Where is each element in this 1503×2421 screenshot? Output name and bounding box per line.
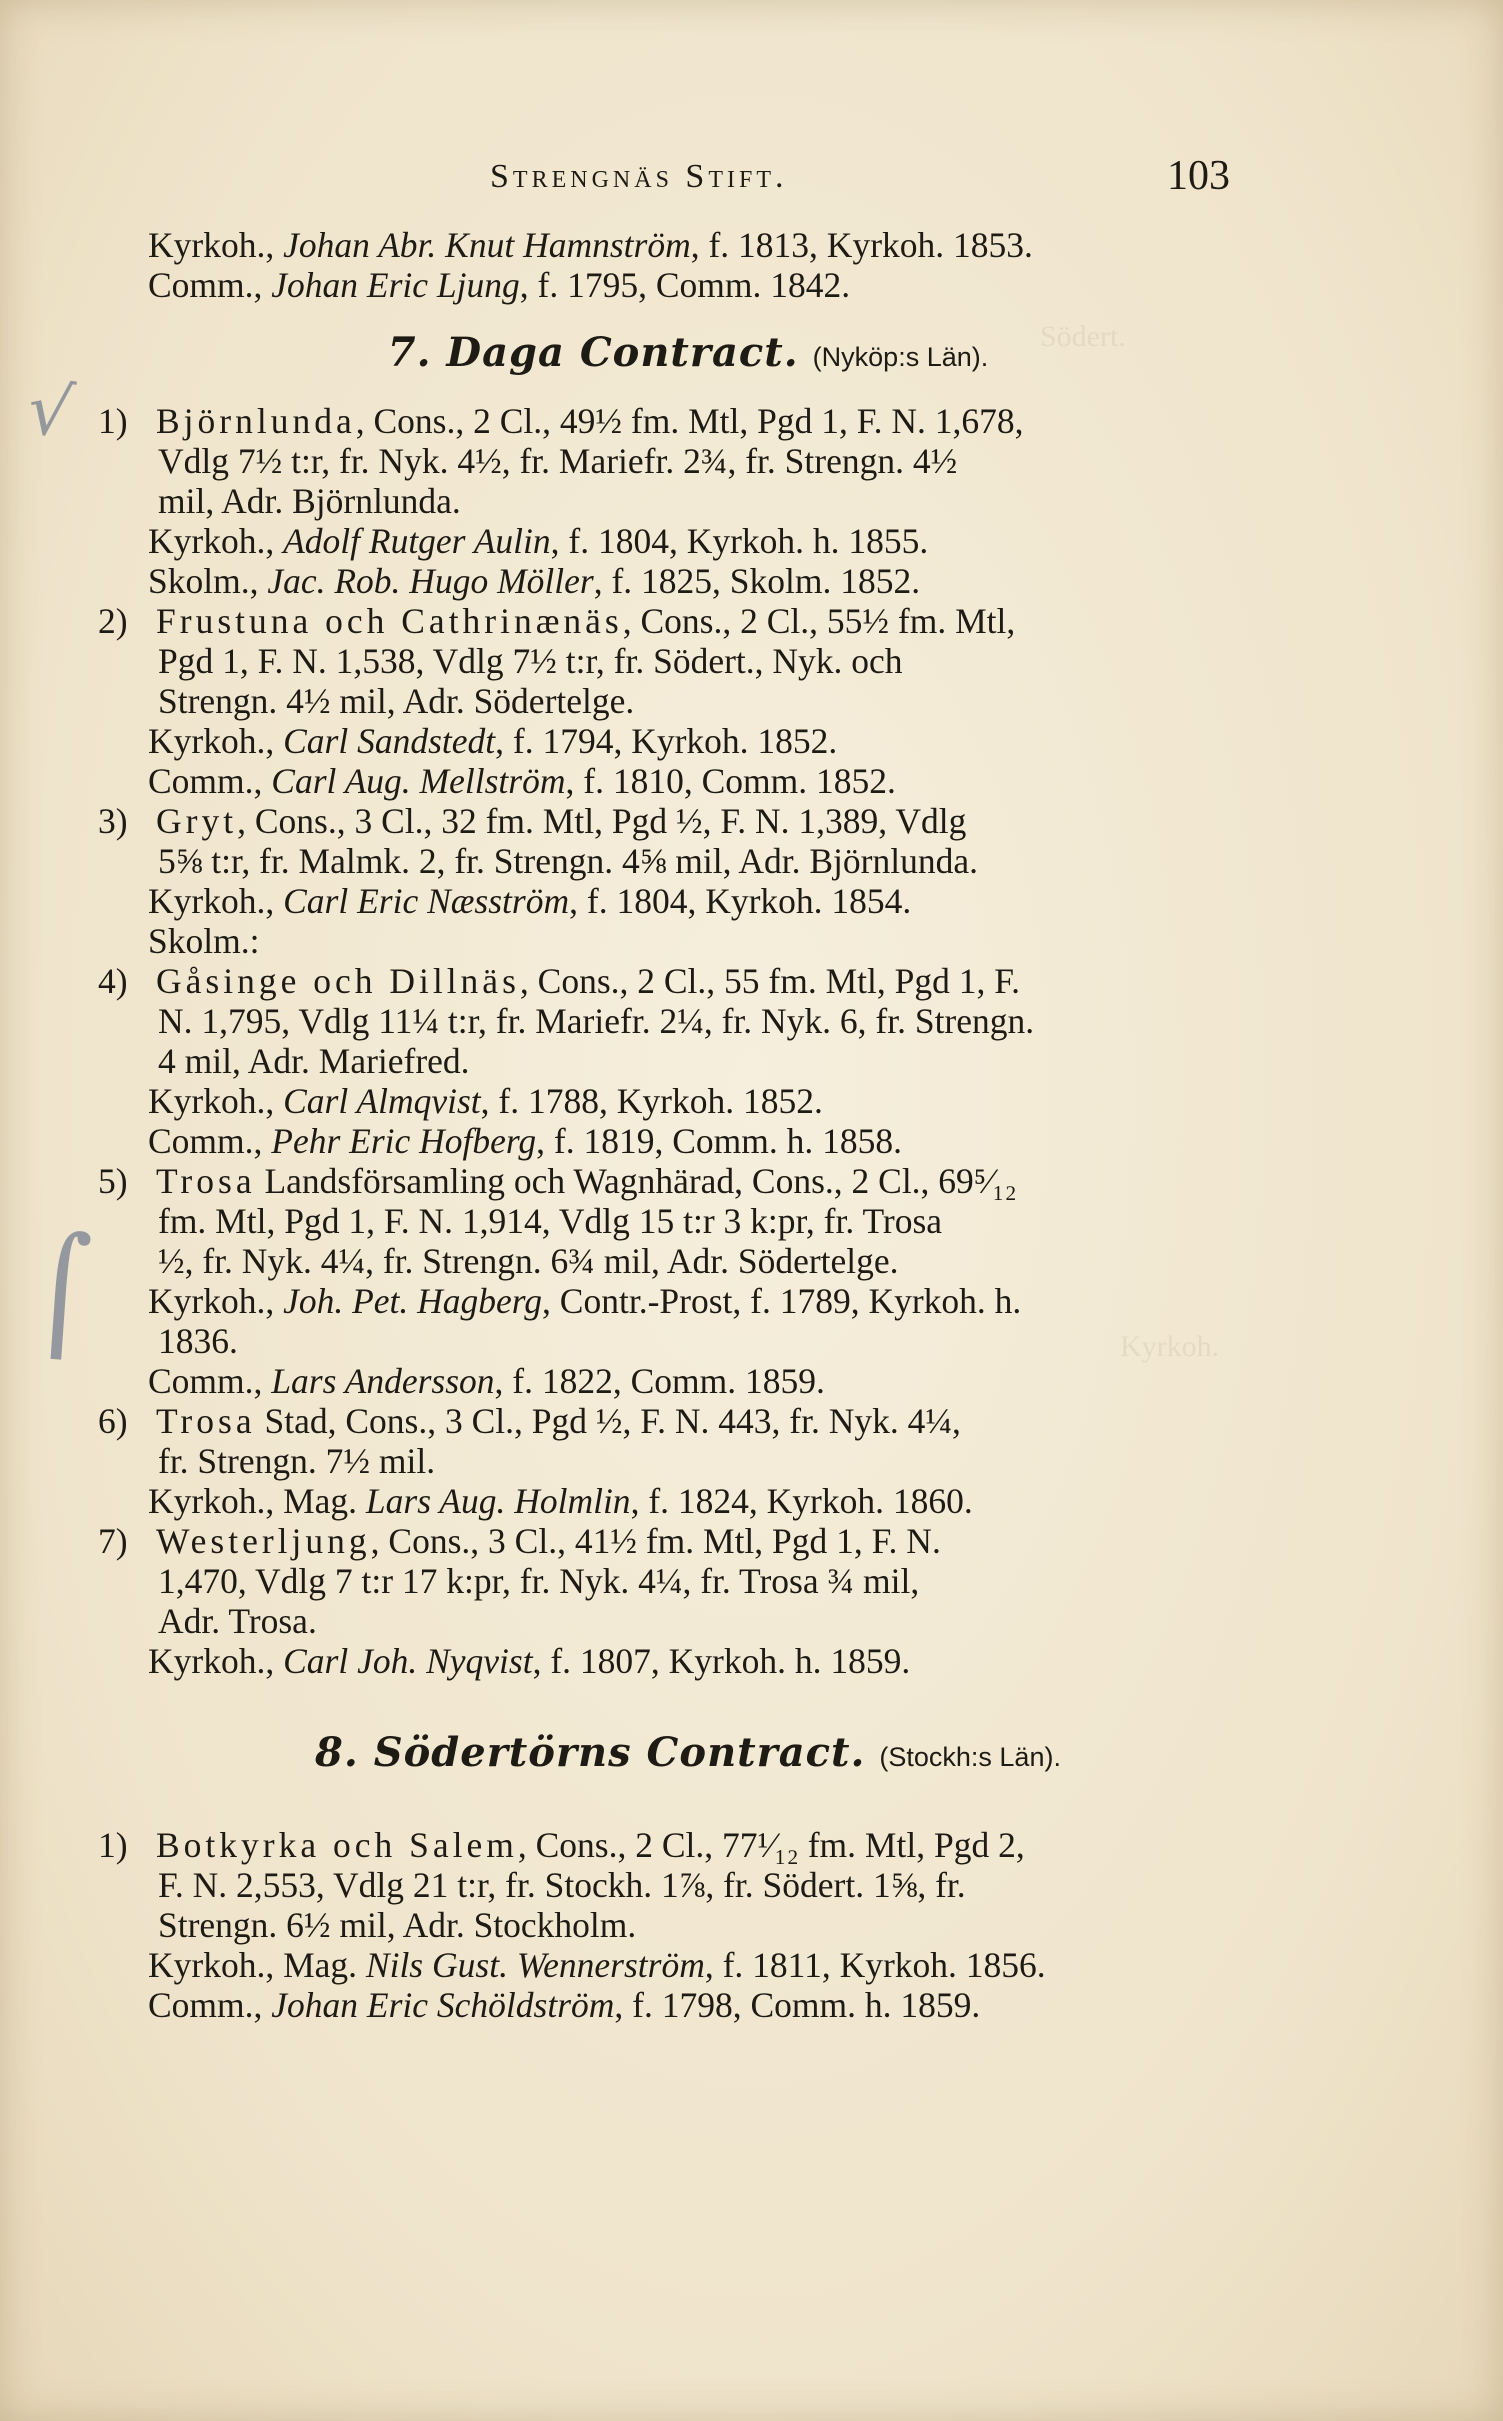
parish-detail: 5⅝ t:r, fr. Malmk. 2, fr. Strengn. 4⅝ mil, Adr. Björnlunda.: [158, 841, 978, 881]
clergy-line: Comm., Pehr Eric Hofberg, f. 1819, Comm. h. 1858.: [148, 1121, 903, 1161]
parish-detail: ½, fr. Nyk. 4¼, fr. Strengn. 6¾ mil, Adr. Södertelge.: [158, 1241, 899, 1281]
parish-entry: 2) Frustuna och Cathrinænäs, Cons., 2 Cl., 55½ fm. Mtl,: [98, 601, 1016, 641]
parish-detail: fm. Mtl, Pgd 1, F. N. 1,914, Vdlg 15 t:r 3 k:pr, fr. Trosa: [158, 1201, 943, 1241]
parish-entry: 4) Gåsinge och Dillnäs, Cons., 2 Cl., 55 fm. Mtl, Pgd 1, F.: [98, 961, 1021, 1001]
clergy-line: Skolm., Jac. Rob. Hugo Möller, f. 1825, Skolm. 1852.: [148, 561, 921, 601]
bleed-through-text: Kyrkoh.: [1120, 1330, 1220, 1363]
parish-entry: 1) Botkyrka och Salem, Cons., 2 Cl., 77¹⁄₁₂ fm. Mtl, Pgd 2,: [98, 1825, 1025, 1865]
contract-heading: [98, 1723, 1278, 1783]
parish-entry: 5) Trosa Landsförsamling och Wagnhärad, Cons., 2 Cl., 69⁵⁄₁₂: [98, 1161, 1017, 1201]
parish-entry: 7) Westerljung, Cons., 3 Cl., 41½ fm. Mtl, Pgd 1, F. N.: [98, 1521, 941, 1561]
parish-entry: 3) Gryt, Cons., 3 Cl., 32 fm. Mtl, Pgd ½, F. N. 1,389, Vdlg: [98, 801, 967, 841]
parish-entry: 6) Trosa Stad, Cons., 3 Cl., Pgd ½, F. N. 443, fr. Nyk. 4¼,: [98, 1401, 961, 1441]
parish-detail: Strengn. 4½ mil, Adr. Södertelge.: [158, 681, 635, 721]
contract-title: 8. Södertörns Contract.: [315, 1729, 866, 1776]
parish-entry: 1) Björnlunda, Cons., 2 Cl., 49½ fm. Mtl, Pgd 1, F. N. 1,678,: [98, 401, 1024, 441]
running-title: Strengnäs Stift.: [490, 158, 788, 195]
parish-detail: Strengn. 6½ mil, Adr. Stockholm.: [158, 1905, 637, 1945]
clergy-line: Kyrkoh., Joh. Pet. Hagberg, Contr.-Prost, f. 1789, Kyrkoh. h.: [148, 1281, 1022, 1321]
clergy-line: Kyrkoh., Carl Sandstedt, f. 1794, Kyrkoh. 1852.: [148, 721, 838, 761]
clergy-line: Kyrkoh., Carl Eric Næsström, f. 1804, Kyrkoh. 1854.: [148, 881, 912, 921]
parish-detail: Pgd 1, F. N. 1,538, Vdlg 7½ t:r, fr. Södert., Nyk. och: [158, 641, 903, 681]
clergy-line: Kyrkoh., Mag. Lars Aug. Holmlin, f. 1824, Kyrkoh. 1860.: [148, 1481, 973, 1521]
contract-title: 7. Daga Contract.: [387, 329, 799, 376]
clergy-line: Comm., Lars Andersson, f. 1822, Comm. 1859.: [148, 1361, 825, 1401]
bleed-through-text: Södert.: [1040, 320, 1126, 353]
clergy-line: Comm., Johan Eric Ljung, f. 1795, Comm. 1842.: [148, 265, 851, 305]
page-number: 103: [1167, 153, 1230, 199]
page-body: [98, 225, 1278, 2025]
parish-detail: F. N. 2,553, Vdlg 21 t:r, fr. Stockh. 1⅞, fr. Södert. 1⅝, fr.: [158, 1865, 966, 1905]
parish-detail: 4 mil, Adr. Mariefred.: [158, 1041, 470, 1081]
pencil-checkmark-icon: √: [22, 367, 79, 455]
page-header: [150, 150, 1230, 210]
parish-detail: 1836.: [158, 1321, 238, 1361]
parish-detail: fr. Strengn. 7½ mil.: [158, 1441, 436, 1481]
clergy-line: Comm., Johan Eric Schöldström, f. 1798, Comm. h. 1859.: [148, 1985, 981, 2025]
clergy-line: Kyrkoh., Carl Joh. Nyqvist, f. 1807, Kyrkoh. h. 1859.: [148, 1641, 911, 1681]
clergy-line: Kyrkoh., Mag. Nils Gust. Wennerström, f. 1811, Kyrkoh. 1856.: [148, 1945, 1046, 1985]
clergy-line: Comm., Carl Aug. Mellström, f. 1810, Comm. 1852.: [148, 761, 896, 801]
parish-detail: 1,470, Vdlg 7 t:r 17 k:pr, fr. Nyk. 4¼, fr. Trosa ¾ mil,: [158, 1561, 920, 1601]
contract-heading: [98, 323, 1278, 383]
pencil-bracket-icon: ⌠: [27, 1228, 94, 1360]
clergy-line: Skolm.:: [148, 921, 260, 961]
parish-detail: Adr. Trosa.: [158, 1601, 317, 1641]
parish-detail: Vdlg 7½ t:r, fr. Nyk. 4½, fr. Mariefr. 2¾, fr. Strengn. 4½: [158, 441, 958, 481]
parish-detail: mil, Adr. Björnlunda.: [158, 481, 461, 521]
clergy-line: Kyrkoh., Adolf Rutger Aulin, f. 1804, Kyrkoh. h. 1855.: [148, 521, 929, 561]
contract-region: (Nyköp:s Län).: [812, 342, 989, 372]
contract-region: (Stockh:s Län).: [879, 1742, 1061, 1772]
parish-detail: N. 1,795, Vdlg 11¼ t:r, fr. Mariefr. 2¼, fr. Nyk. 6, fr. Strengn.: [158, 1001, 1035, 1041]
clergy-line: Kyrkoh., Carl Almqvist, f. 1788, Kyrkoh. 1852.: [148, 1081, 823, 1121]
clergy-line: Kyrkoh., Johan Abr. Knut Hamnström, f. 1813, Kyrkoh. 1853.: [148, 225, 1033, 265]
